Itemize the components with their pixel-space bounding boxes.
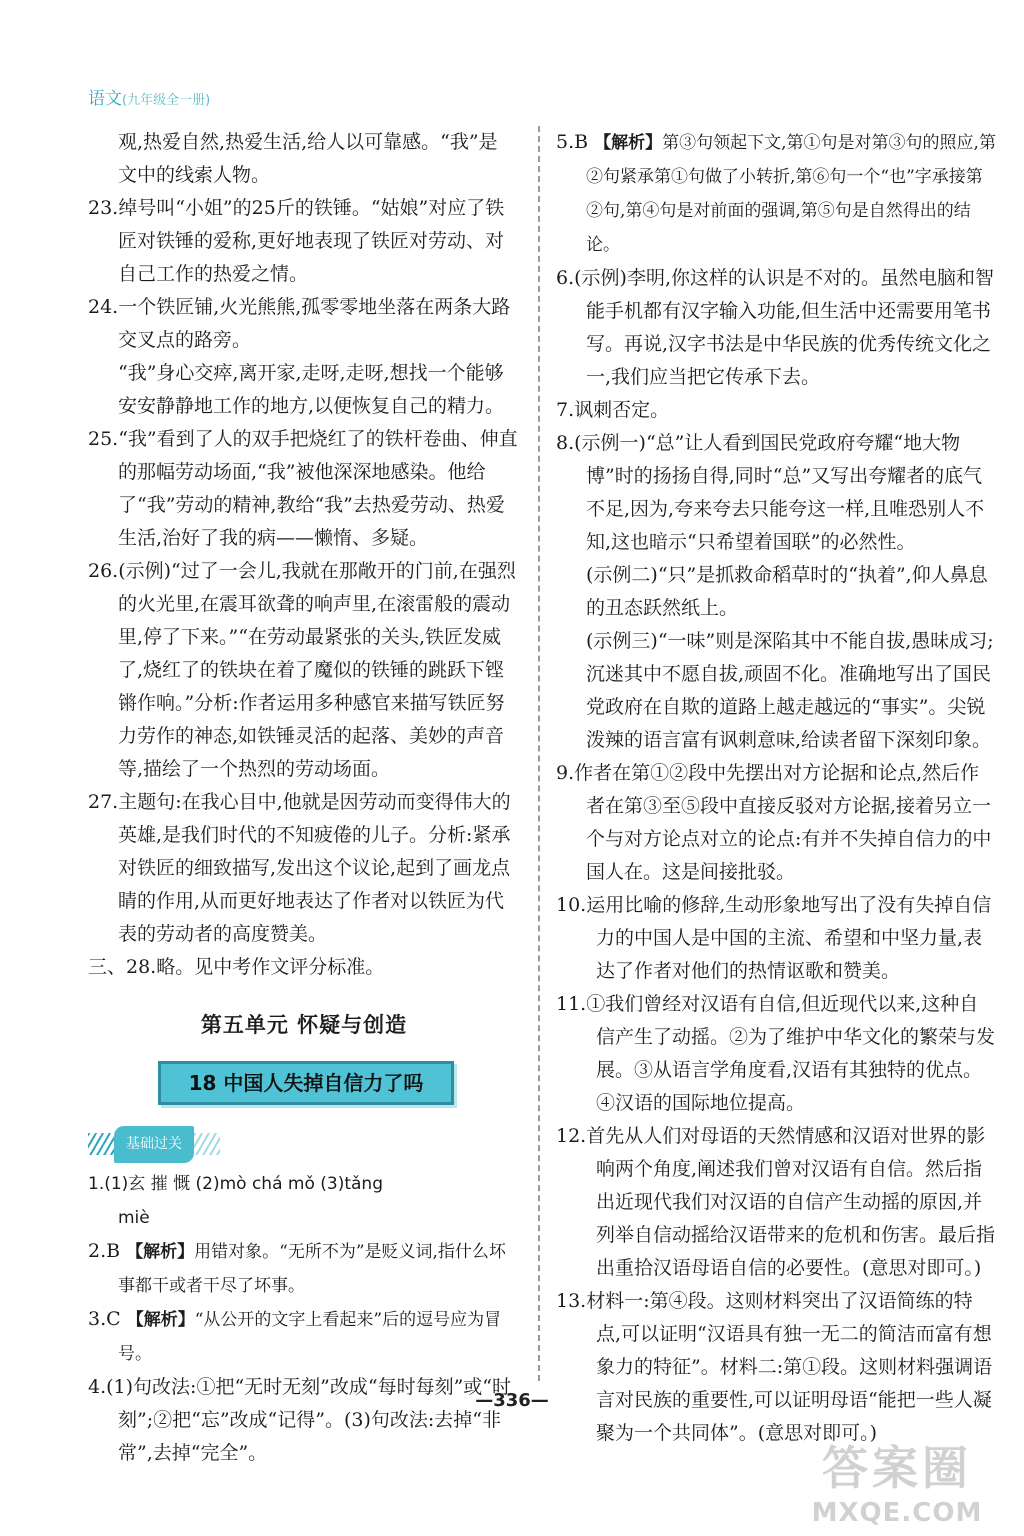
answer-24-part2: “我”身心交瘁,离开家,走呀,走呀,想找一个能够安安静静地工作的地方,以便恢复自己的精力。 [118, 362, 505, 417]
lesson-title-banner [158, 1061, 454, 1105]
stripe-decoration-icon [88, 1133, 114, 1155]
basic-answer-1-text: 1.(1)玄 摧 慨 (2)mò chá mǒ (3)tǎng [88, 1174, 383, 1194]
basic-answer-3 [88, 1303, 520, 1371]
watermark-main: 答案圈 [822, 1441, 972, 1495]
left-column [88, 126, 520, 1470]
answer-5-choice: 5.B [556, 131, 595, 153]
header-subject: 语文 [88, 89, 122, 109]
unit-title: 第五单元 怀疑与创造 [200, 1012, 408, 1037]
basic-answer-1-pinyin: miè [118, 1208, 150, 1228]
answer-13: 13.材料一:第④段。这则材料突出了汉语简练的特点,可以证明“汉语具有独一无二的简洁而富有想象力的特征”。材料二:第①段。这则材料强调语言对民族的重要性,可以证明母语“能把一些人凝聚为一个共同体”。(意思对即可。) [556, 1290, 993, 1444]
answer-8-example-3: (示例三)“一味”则是深陷其中不能自拔,愚昧成习;沉迷其中不愿自拔,顽固不化。准确地写出了国民党政府在自欺的道路上越走越远的“事实”。尖锐泼辣的语言富有讽刺意味,给读者留下深刻印象。 [586, 630, 994, 751]
answer-5-analysis: 第③句领起下文,第①句是对第③句的照应,第②句紧承第①句做了小转折,第⑥句一个“也”字承接第②句,第④句是对前面的强调,第⑤句是自然得出的结论。 [586, 133, 996, 255]
section-tag-label: 基础过关 [114, 1126, 194, 1163]
lesson-title: 18 中国人失掉自信力了吗 [188, 1070, 424, 1095]
watermark-logo [792, 1432, 1002, 1528]
answer-23: 23.绰号叫“小姐”的25斤的铁锤。“姑娘”对应了铁匠对铁锤的爱称,更好地表现了铁匠对劳动、对自己工作的热爱之情。 [88, 197, 505, 285]
answer-24-part1: 24.一个铁匠铺,火光熊熊,孤零零地坐落在两条大路交叉点的路旁。 [88, 296, 511, 351]
answer-10: 10.运用比喻的修辞,生动形象地写出了没有失掉自信力的中国人是中国的主流、希望和中坚力量,表达了作者对他们的热情讴歌和赞美。 [556, 894, 992, 982]
analysis-tag: 【解析】 [126, 1242, 195, 1262]
answer-11: 11.①我们曾经对汉语有自信,但近现代以来,这种自信产生了动摇。②为了维护中华文化的繁荣与发展。③从语言学角度看,汉语有其独特的优点。④汉语的国际地位提高。 [556, 993, 996, 1114]
answer-25: 25.“我”看到了人的双手把烧红了的铁杆卷曲、伸直的那幅劳动场面,“我”被他深深地感染。他给了“我”劳动的精神,教给“我”去热爱劳动、热爱生活,治好了我的病——懒惰、多疑。 [88, 428, 518, 549]
stripe-tail-icon [194, 1133, 220, 1155]
answer-28: 三、28.略。见中考作文评分标准。 [88, 956, 385, 978]
answer-9: 9.作者在第①②段中先摆出对方论据和论点,然后作者在第③至⑤段中直接反驳对方论据,接着另立一个与对方论点对立的论点:有并不失掉自信力的中国人在。这是间接批驳。 [556, 762, 992, 883]
page-number: —336— [475, 1390, 549, 1411]
basic-answer-1-cont [88, 1201, 520, 1235]
right-column [556, 126, 996, 1450]
basic-answer-1 [88, 1167, 520, 1201]
answer-8-example-2: (示例二)“只”是抓救命稻草时的“执着”,仰人鼻息的丑态跃然纸上。 [586, 564, 988, 619]
header-grade: (九年级全一册) [122, 93, 211, 108]
answer-12: 12.首先从人们对母语的天然情感和汉语对世界的影响两个角度,阐述我们曾对汉语有自信。然后指出近现代我们对汉语的自信产生动摇的原因,并列举自信动摇给汉语带来的危机和伤害。最后指出重拾汉语母语自信的必要性。(意思对即可。) [556, 1125, 996, 1279]
basic-answer-2-choice: 2.B [88, 1240, 127, 1262]
basic-answer-2-analysis: 用错对象。“无所不为”是贬义词,指什么坏事都干或者干尽了坏事。 [118, 1242, 506, 1296]
basic-answer-2 [88, 1235, 520, 1303]
basic-answer-4: 4.(1)句改法:①把“无时无刻”改成“每时每刻”或“时刻”;②把“忘”改成“记得”。(3)句改法:去掉“非常”,去掉“完全”。 [88, 1376, 512, 1464]
answer-5 [556, 126, 996, 262]
analysis-tag: 【解析】 [594, 133, 663, 153]
analysis-tag: 【解析】 [126, 1310, 195, 1330]
answer-26: 26.(示例)“过了一会儿,我就在那敞开的门前,在强烈的火光里,在震耳欲聋的响声里,在滚雷般的震动里,停了下来。”“在劳动最紧张的关头,铁匠发威了,烧红了的铁块在着了魔似的铁锤的跳跃下铿锵作响。”分析:作者运用多种感官来描写铁匠努力劳作的神态,如铁锤灵活的起落、美妙的声音等,描绘了一个热烈的劳动场面。 [88, 560, 516, 780]
watermark-url: MXQE.COM [811, 1498, 983, 1528]
basic-answer-3-analysis: “从公开的文字上看起来”后的逗号应为冒号。 [118, 1310, 502, 1364]
continued-line-2: 文中的线索人物。 [118, 164, 271, 186]
answer-8-example-1: 8.(示例一)“总”让人看到国民党政府夸耀“地大物博”时的扬扬自得,同时“总”又写出夸耀者的底气不足,因为,夸来夸去只能夸这一样,且唯恐别人不知,这也暗示“只希望着国联”的必然性。 [556, 432, 985, 553]
running-header [88, 84, 210, 109]
basic-answer-3-choice: 3.C [88, 1308, 127, 1330]
continued-line-1: 观,热爱自然,热爱生活,给人以可靠感。“我”是 [118, 131, 498, 153]
section-tag [88, 1127, 520, 1161]
answer-6: 6.(示例)李明,你这样的认识是不对的。虽然电脑和智能手机都有汉字输入功能,但生活中还需要用笔书写。再说,汉字书法是中华民族的优秀传统文化之一,我们应当把它传承下去。 [556, 267, 994, 388]
answer-27: 27.主题句:在我心目中,他就是因劳动而变得伟大的英雄,是我们时代的不知疲倦的儿子。分析:紧承对铁匠的细致描写,发出这个议论,起到了画龙点睛的作用,从而更好地表达了作者对以铁匠为代表的劳动者的高度赞美。 [88, 791, 511, 945]
answer-7: 7.讽刺否定。 [556, 399, 670, 421]
column-divider [538, 126, 540, 1381]
